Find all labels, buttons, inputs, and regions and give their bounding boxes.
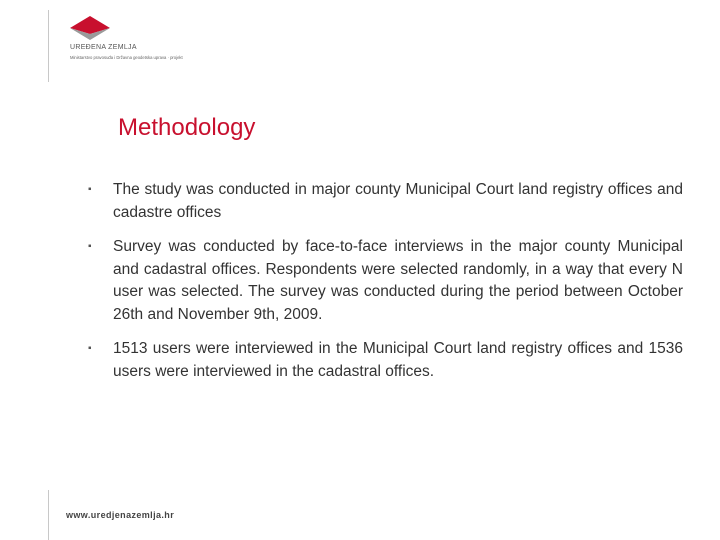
bullet-text: Survey was conducted by face-to-face interviews in the major county Municipal and cadastral offices. Respondents were selected randomly, in a way that every N user was selected. The survey was conducted during the period between October 26th and November 9th, 2009. — [113, 238, 683, 323]
square-bullet-icon: ▪ — [88, 343, 92, 354]
uredjena-zemlja-logo — [64, 14, 224, 64]
logo-name: UREĐENA ZEMLJA — [70, 44, 137, 51]
logo-emblem-icon — [68, 14, 112, 42]
slide-title: Methodology — [118, 114, 256, 141]
square-bullet-icon: ▪ — [88, 184, 92, 195]
square-bullet-icon: ▪ — [88, 241, 92, 252]
bullet-list — [88, 179, 683, 395]
logo-tagline: Ministarstvo pravosuđa i Državna geodetska uprava · projekt — [70, 55, 183, 60]
footer-divider-line — [48, 490, 49, 540]
bullet-text: The study was conducted in major county Municipal Court land registry offices and cadastre offices — [113, 181, 683, 221]
bullet-item — [88, 338, 683, 383]
bullet-item — [88, 236, 683, 326]
header-divider-line — [48, 10, 49, 82]
bullet-text: 1513 users were interviewed in the Municipal Court land registry offices and 1536 users were interviewed in the cadastral offices. — [113, 340, 683, 380]
footer-website-link[interactable]: www.uredjenazemlja.hr — [66, 510, 175, 520]
bullet-item — [88, 179, 683, 224]
